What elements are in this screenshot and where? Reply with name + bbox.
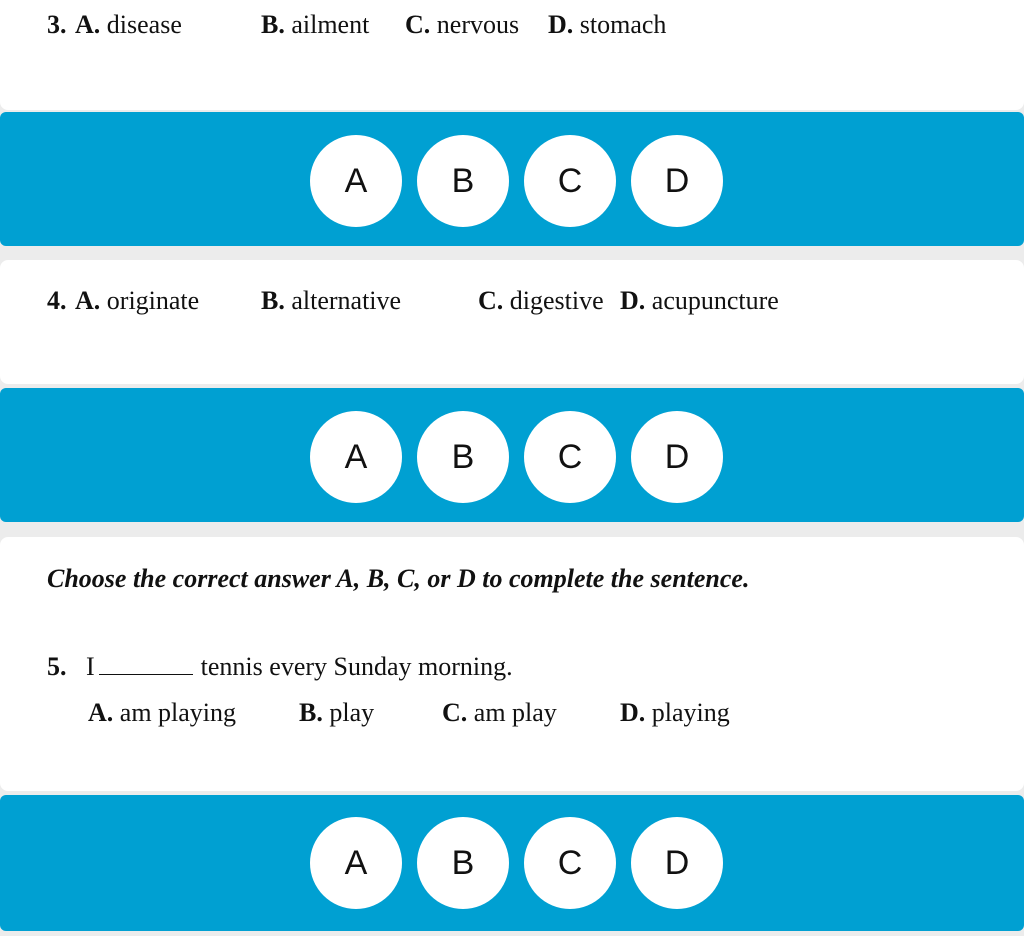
option-c: C. digestive (478, 286, 604, 315)
answer-a-button[interactable]: A (310, 817, 402, 909)
answer-d-button[interactable]: D (631, 411, 723, 503)
question-5-stem (47, 652, 513, 682)
answer-choices-4 (0, 411, 1024, 503)
option-d: D. acupuncture (620, 286, 779, 315)
option-c: C. nervous (405, 10, 520, 39)
option-a: A. am playing (88, 698, 237, 727)
answer-choices-5 (0, 817, 1024, 909)
sentence-end: tennis every Sunday morning. (200, 652, 513, 681)
answer-b-button[interactable]: B (417, 817, 509, 909)
question-number: 3. (47, 10, 67, 39)
question-4-card (0, 260, 1024, 384)
answer-b-button[interactable]: B (417, 135, 509, 227)
section-instruction: Choose the correct answer A, B, C, or D to complete the sentence. (47, 564, 750, 593)
question-number: 5. (47, 652, 67, 681)
answer-blank (99, 652, 193, 675)
option-a: A. originate (75, 286, 200, 315)
option-b: B. ailment (261, 10, 370, 39)
answer-b-button[interactable]: B (417, 411, 509, 503)
answer-a-button[interactable]: A (310, 411, 402, 503)
answer-a-button[interactable]: A (310, 135, 402, 227)
option-a: A. disease (75, 10, 182, 39)
answer-d-button[interactable]: D (631, 135, 723, 227)
sentence-start: I (86, 652, 95, 681)
option-c: C. am play (442, 698, 557, 727)
answer-c-button[interactable]: C (524, 135, 616, 227)
answer-c-button[interactable]: C (524, 817, 616, 909)
option-d: D. playing (620, 698, 730, 727)
option-b: B. play (299, 698, 375, 727)
answer-choices-3 (0, 135, 1024, 227)
question-number: 4. (47, 286, 67, 315)
answer-c-button[interactable]: C (524, 411, 616, 503)
option-d: D. stomach (548, 10, 667, 39)
option-b: B. alternative (261, 286, 402, 315)
answer-d-button[interactable]: D (631, 817, 723, 909)
